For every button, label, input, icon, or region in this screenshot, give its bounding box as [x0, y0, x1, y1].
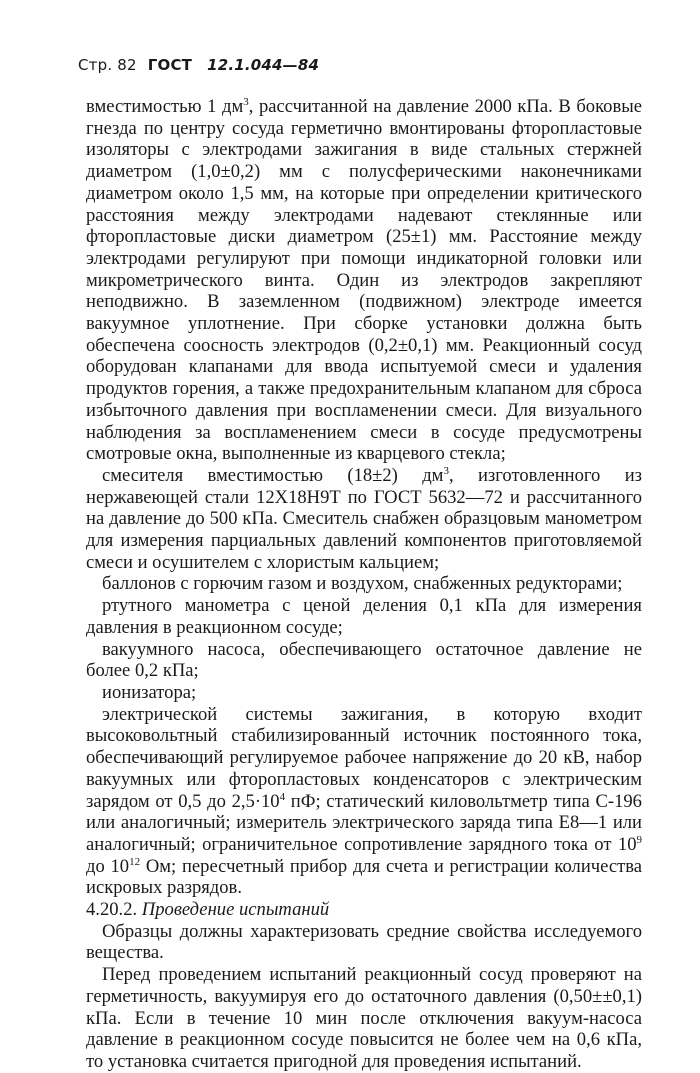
running-header	[78, 56, 319, 74]
body-text	[86, 96, 642, 1073]
paragraph-samples: Образцы должны характеризовать средние свойства исследуемого вещества.	[86, 920, 642, 964]
paragraph-manometer: ртутного манометра с ценой деления 0,1 кПа для измерения давления в реакционном сосуде;	[86, 595, 642, 638]
standard-label: ГОСТ	[147, 56, 193, 74]
section-heading	[86, 899, 642, 921]
section-number: 4.20.2.	[86, 899, 138, 921]
paragraph-mixer: смесителя вместимостью (18±2) $дм^3$, изготовленного из нержавеющей стали 12Х18Н9Т по ГОСТ 5632—72 и рассчитанного на давление до 500 кПа. Смеситель снабжен образцовым манометром для измерения парциальных давлений компонентов приготовляемой смеси и осушителем с хлористым кальцием;	[86, 464, 642, 573]
paragraph-ignition-system: электрической системы зажигания, в которую входит высоковольтный стабилизированный источник постоянного тока, обеспечивающий регулируемое рабочее напряжение до 20 кВ, набор вакуумных или фторопластовых конденсаторов с электрическим зарядом от 0,5 до $2,5\cdot 10^4$ пФ; статический киловольтметр типа С-196 или аналогичный; измеритель электрического заряда типа Е8—1 или аналогичный; ограничительное сопротивление зарядного тока от $10^9$ до $10^{12}$ Ом; пересчетный прибор для счета и регистрации количества искровых разрядов.	[86, 703, 643, 899]
paragraph-leak-test: Перед проведением испытаний реакционный сосуд проверяют на герметичность, вакуумируя его до остаточного давления (0,50±±0,1) кПа. Если в течение 10 мин после отключения вакуум-насоса давление в реакционном сосуде повысится не более чем на 0,6 кПа, то установка считается пригодной для проведения испытаний.	[86, 964, 642, 1072]
standard-number: 12.1.044—84	[207, 56, 320, 74]
page-number-label: Стр. 82	[78, 56, 137, 74]
paragraph-vacuum-pump: вакуумного насоса, обеспечивающего остаточное давление не более 0,2 кПа;	[86, 638, 642, 682]
paragraph-gas-cylinders: баллонов с горючим газом и воздухом, снабженных редукторами;	[102, 573, 623, 595]
section-title: Проведение испытаний	[141, 899, 330, 921]
paragraph-ionizer: ионизатора;	[102, 681, 197, 703]
paragraph-reaction-vessel: вместимостью 1 $дм^3$, рассчитанной на давление 2000 кПа. В боковые гнезда по центру сосуда герметично вмонтированы фторопластовые изоляторы с электродами зажигания в виде стальных стержней диаметром (1,0±0,2) мм с полусферическими наконечниками диаметром около 1,5 мм, на которые при определении критического расстояния между электродами надевают стеклянные или фторопластовые диски диаметром (25±1) мм. Расстояние между электродами регулируют при помощи индикаторной головки или микрометрического винта. Один из электродов закрепляют неподвижно. В заземленном (подвижном) электроде имеется вакуумное уплотнение. При сборке установки должна быть обеспечена соосность электродов (0,2±0,1) мм. Реакционный сосуд оборудован клапанами для ввода испытуемой смеси и удаления продуктов горения, а также предохранительным клапаном для сброса избыточного давления при воспламенении смеси. Для визуального наблюдения за воспламенением смеси в сосуде предусмотрены смотровые окна, выполненные из кварцевого стекла;	[86, 95, 642, 465]
